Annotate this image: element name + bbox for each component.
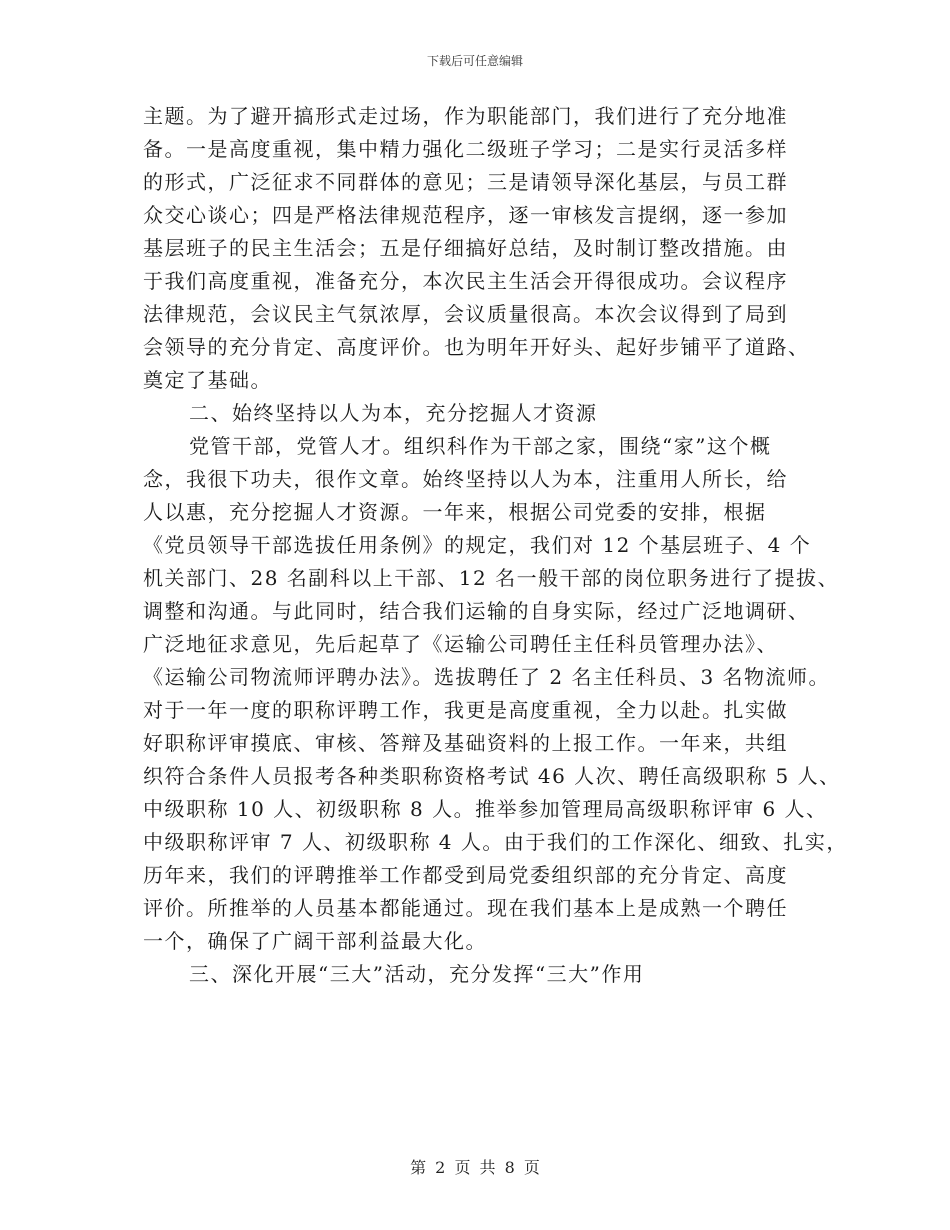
body-line: 中级职称 10 人、初级职称 8 人。推举参加管理局高级职称评审 6 人、	[143, 797, 828, 821]
body-line: 念，我很下功夫，很作文章。始终坚持以人为本，注重用人所长，给	[143, 467, 788, 491]
body-line: 对于一年一度的职称评聘工作，我更是高度重视，全力以赴。扎实做	[143, 698, 788, 722]
page-header: 下载后可任意编辑	[426, 54, 523, 68]
body-line: 奠定了基础。	[143, 368, 272, 392]
body-line: 备。一是高度重视，集中精力强化二级班子学习；二是实行灵活多样	[143, 137, 788, 161]
body-line: 一个，确保了广阔干部利益最大化。	[143, 929, 487, 953]
body-line: 主题。为了避开搞形式走过场，作为职能部门，我们进行了充分地准	[143, 104, 788, 128]
body-line: 好职称评审摸底、审核、答辩及基础资料的上报工作。一年来，共组	[143, 731, 788, 755]
body-line: 于我们高度重视，准备充分，本次民主生活会开得很成功。会议程序	[143, 269, 788, 293]
body-line: 《党员领导干部选拔任用条例》的规定，我们对 12 个基层班子、4 个	[143, 533, 812, 557]
body-line: 会领导的充分肯定、高度评价。也为明年开好头、起好步铺平了道路、	[143, 335, 810, 359]
body-line: 《运输公司物流师评聘办法》。选拔聘任了 2 名主任科员、3 名物流师。	[143, 665, 831, 689]
body-line: 历年来，我们的评聘推举工作都受到局党委组织部的充分肯定、高度	[143, 863, 788, 887]
page-footer: 第 2 页 共 8 页	[410, 1158, 540, 1177]
body-line: 调整和沟通。与此同时，结合我们运输的自身实际，经过广泛地调研、	[143, 599, 810, 623]
body-line: 织符合条件人员报考各种类职称资格考试 46 人次、聘任高级职称 5 人、	[143, 764, 841, 788]
section-heading-2: 二、始终坚持以人为本，充分挖掘人才资源	[189, 401, 598, 425]
body-line: 人以惠，充分挖掘人才资源。一年来，根据公司党委的安排，根据	[143, 500, 767, 524]
body-line: 评价。所推举的人员基本都能通过。现在我们基本上是成熟一个聘任	[143, 896, 788, 920]
body-line: 广泛地征求意见，先后起草了《运输公司聘任主任科员管理办法》、	[143, 632, 778, 656]
body-line: 基层班子的民主生活会；五是仔细搞好总结，及时制订整改措施。由	[143, 236, 788, 260]
document-body	[143, 100, 848, 991]
body-line: 众交心谈心；四是严格法律规范程序，逐一审核发言提纲，逐一参加	[143, 203, 788, 227]
body-line: 机关部门、28 名副科以上干部、12 名一般干部的岗位职务进行了提拔、	[143, 566, 840, 590]
body-line: 的形式，广泛征求不同群体的意见；三是请领导深化基层，与员工群	[143, 170, 788, 194]
paragraph-start: 党管干部，党管人才。组织科作为干部之家，围绕“家”这个概	[189, 434, 772, 458]
body-line: 中级职称评审 7 人、初级职称 4 人。由于我们的工作深化、细致、扎实，	[143, 830, 848, 854]
section-heading-3: 三、深化开展“三大”活动，充分发挥“三大”作用	[189, 962, 645, 986]
body-line: 法律规范，会议民主气氛浓厚，会议质量很高。本次会议得到了局到	[143, 302, 788, 326]
